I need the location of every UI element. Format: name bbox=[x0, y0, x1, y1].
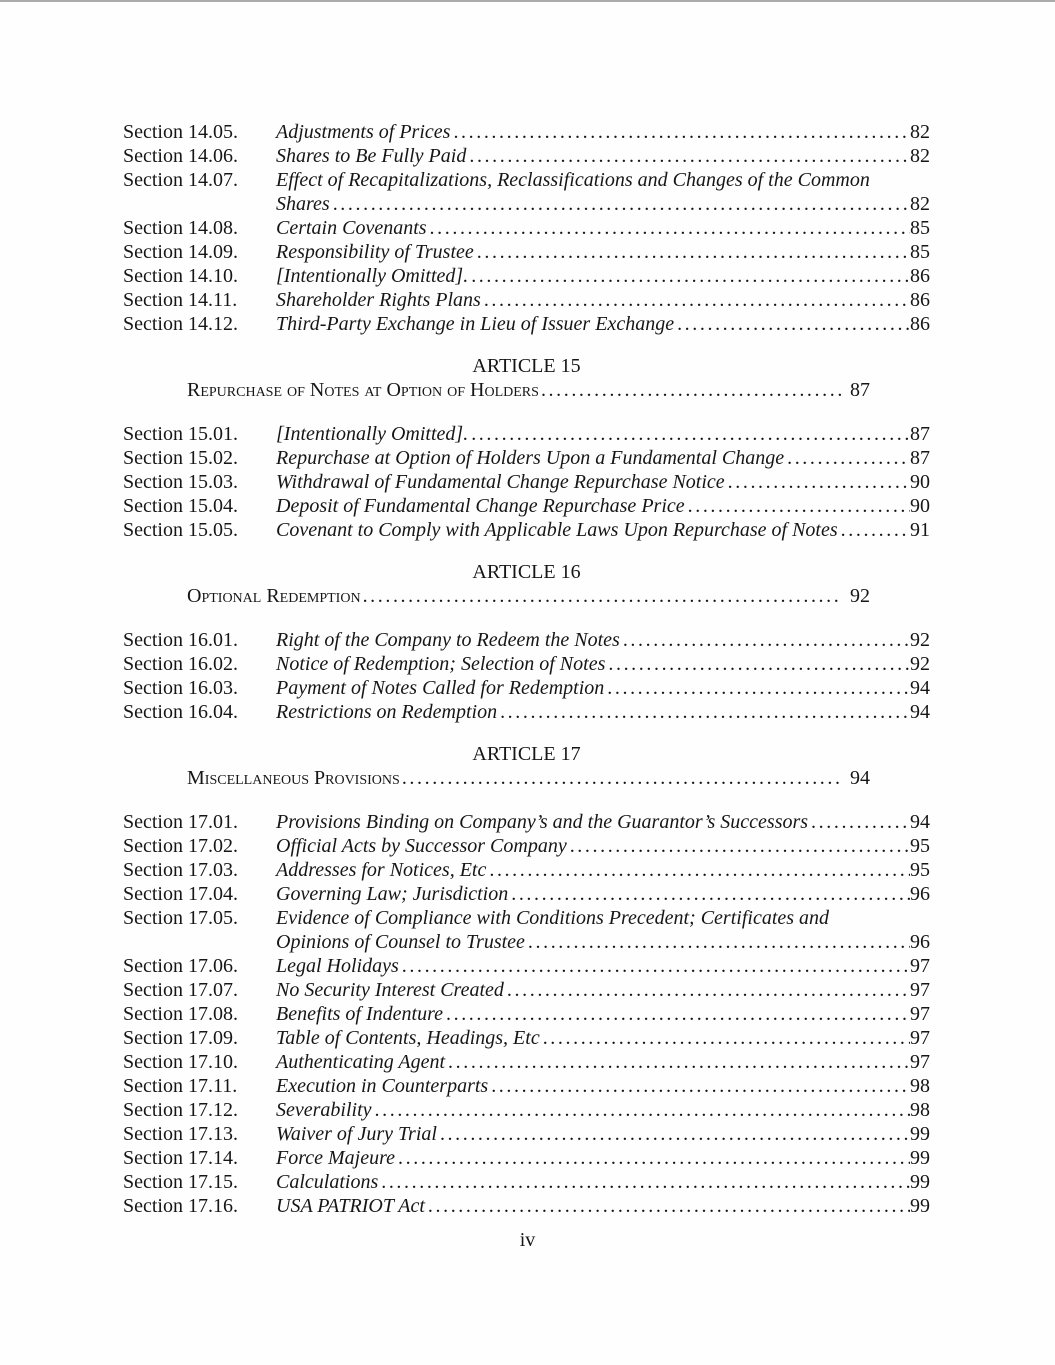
page-footer bbox=[0, 1228, 1055, 1252]
toc-entry bbox=[123, 144, 930, 168]
section-label: Section 17.02. bbox=[123, 835, 238, 857]
section-list bbox=[123, 120, 930, 336]
section-title: Execution in Counterparts bbox=[276, 1075, 489, 1097]
toc-entry bbox=[123, 1098, 930, 1122]
article-subtitle: Optional Redemption bbox=[187, 585, 361, 607]
page-number: 94 bbox=[910, 701, 930, 723]
section-label: Section 16.01. bbox=[123, 629, 238, 651]
section-label: Section 17.04. bbox=[123, 883, 238, 905]
section-label: Section 17.16. bbox=[123, 1195, 238, 1217]
section-label: Section 14.09. bbox=[123, 241, 238, 263]
section-title: Authenticating Agent bbox=[276, 1051, 446, 1073]
toc-entry bbox=[123, 978, 930, 1002]
dot-leader bbox=[623, 628, 910, 652]
section-label: Section 17.06. bbox=[123, 955, 238, 977]
section-title: USA PATRIOT Act bbox=[276, 1195, 425, 1217]
toc-entry bbox=[123, 422, 930, 446]
toc-entry bbox=[123, 494, 930, 518]
section-label: Section 17.09. bbox=[123, 1027, 238, 1049]
dot-leader bbox=[448, 1050, 910, 1074]
section-title: Official Acts by Successor Company bbox=[276, 835, 567, 857]
dot-leader bbox=[477, 240, 910, 264]
toc-entry bbox=[123, 240, 930, 264]
toc-entry bbox=[123, 882, 930, 906]
page-number: 87 bbox=[910, 423, 930, 445]
dot-leader bbox=[428, 1194, 910, 1218]
section-label: Section 17.05. bbox=[123, 907, 238, 929]
toc-entry bbox=[123, 446, 930, 470]
section-label: Section 15.04. bbox=[123, 495, 238, 517]
dot-leader bbox=[471, 422, 910, 446]
toc-entry bbox=[123, 1002, 930, 1026]
article-heading: ARTICLE 17 bbox=[472, 743, 581, 765]
toc-entry bbox=[123, 628, 930, 652]
page-number: 95 bbox=[910, 835, 930, 857]
page-number: 96 bbox=[910, 883, 930, 905]
dot-leader bbox=[430, 216, 910, 240]
table-of-contents bbox=[123, 120, 930, 1218]
article-toc-line bbox=[187, 584, 870, 608]
section-title: Calculations bbox=[276, 1171, 379, 1193]
article-page-number: 92 bbox=[850, 585, 870, 607]
article-toc-line bbox=[187, 378, 870, 402]
section-label: Section 15.02. bbox=[123, 447, 238, 469]
dot-leader bbox=[398, 1146, 910, 1170]
section-title: Provisions Binding on Company’s and the Guarantor’s Successors bbox=[276, 811, 809, 833]
page-number: 90 bbox=[910, 495, 930, 517]
toc-entry bbox=[123, 1074, 930, 1098]
page-number: 97 bbox=[910, 979, 930, 1001]
dot-leader bbox=[375, 1098, 910, 1122]
section-title: Responsibility of Trustee bbox=[276, 241, 474, 263]
section-title: Governing Law; Jurisdiction bbox=[276, 883, 509, 905]
page-number: 86 bbox=[910, 313, 930, 335]
page-number: 99 bbox=[910, 1171, 930, 1193]
page-number: 86 bbox=[910, 265, 930, 287]
scan-edge-artifact bbox=[0, 0, 1055, 2]
dot-leader bbox=[500, 700, 910, 724]
dot-leader bbox=[511, 882, 910, 906]
section-title: Restrictions on Redemption bbox=[276, 701, 498, 723]
toc-entry bbox=[123, 1122, 930, 1146]
page-number: 97 bbox=[910, 955, 930, 977]
toc-entry bbox=[123, 1050, 930, 1074]
toc-entry bbox=[123, 518, 930, 542]
section-label: Section 16.03. bbox=[123, 677, 238, 699]
page-number: 97 bbox=[910, 1027, 930, 1049]
dot-leader bbox=[446, 1002, 910, 1026]
article-heading: ARTICLE 16 bbox=[472, 561, 581, 583]
toc-entry bbox=[123, 1170, 930, 1194]
section-title: Third-Party Exchange in Lieu of Issuer Exchange bbox=[276, 313, 675, 335]
page-number: 92 bbox=[910, 629, 930, 651]
dot-leader bbox=[787, 446, 910, 470]
dot-leader bbox=[570, 834, 910, 858]
section-title: No Security Interest Created bbox=[276, 979, 504, 1001]
section-label: Section 15.01. bbox=[123, 423, 238, 445]
toc-entry bbox=[123, 700, 930, 724]
section-label: Section 16.04. bbox=[123, 701, 238, 723]
section-label: Section 14.06. bbox=[123, 145, 238, 167]
page-number: 92 bbox=[910, 653, 930, 675]
toc-entry bbox=[123, 676, 930, 700]
dot-leader bbox=[489, 858, 910, 882]
section-label: Section 14.05. bbox=[123, 121, 238, 143]
page-number: 96 bbox=[910, 931, 930, 953]
section-label: Section 17.01. bbox=[123, 811, 238, 833]
article-subtitle: Miscellaneous Provisions bbox=[187, 767, 400, 789]
toc-entry bbox=[123, 858, 930, 882]
section-label: Section 17.14. bbox=[123, 1147, 238, 1169]
entry-continuation-line bbox=[276, 192, 930, 216]
dot-leader bbox=[811, 810, 910, 834]
section-title: Adjustments of Prices bbox=[276, 121, 451, 143]
page-number: 90 bbox=[910, 471, 930, 493]
section-list bbox=[123, 810, 930, 1218]
toc-entry bbox=[123, 1146, 930, 1170]
article-page-number: 87 bbox=[850, 379, 870, 401]
page-number: 94 bbox=[910, 811, 930, 833]
section-title: Addresses for Notices, Etc bbox=[276, 859, 487, 881]
section-label: Section 16.02. bbox=[123, 653, 238, 675]
page-number: 91 bbox=[910, 519, 930, 541]
dot-leader bbox=[402, 954, 910, 978]
dot-leader bbox=[677, 312, 910, 336]
entry-body bbox=[276, 906, 930, 954]
dot-leader bbox=[688, 494, 910, 518]
section-title: Legal Holidays bbox=[276, 955, 399, 977]
page-number: 85 bbox=[910, 241, 930, 263]
section-label: Section 14.12. bbox=[123, 313, 238, 335]
dot-leader bbox=[333, 192, 910, 216]
section-label: Section 17.03. bbox=[123, 859, 238, 881]
dot-leader bbox=[453, 120, 910, 144]
page-number: 99 bbox=[910, 1195, 930, 1217]
page-number: 82 bbox=[910, 145, 930, 167]
dot-leader bbox=[440, 1122, 910, 1146]
dot-leader bbox=[469, 144, 910, 168]
dot-leader bbox=[608, 652, 910, 676]
toc-entry bbox=[123, 288, 930, 312]
section-title: [Intentionally Omitted]. bbox=[276, 265, 469, 287]
section-title: Deposit of Fundamental Change Repurchase Price bbox=[276, 495, 685, 517]
section-title: Right of the Company to Redeem the Notes bbox=[276, 629, 620, 651]
section-label: Section 17.11. bbox=[123, 1075, 238, 1097]
dot-leader bbox=[528, 930, 910, 954]
section-title: Waiver of Jury Trial bbox=[276, 1123, 437, 1145]
toc-entry bbox=[123, 810, 930, 834]
page-number: 87 bbox=[910, 447, 930, 469]
footer-page-number: iv bbox=[519, 1229, 536, 1251]
section-label: Section 17.10. bbox=[123, 1051, 238, 1073]
dot-leader bbox=[728, 470, 910, 494]
section-list bbox=[123, 422, 930, 542]
toc-entry bbox=[123, 954, 930, 978]
toc-entry bbox=[123, 470, 930, 494]
dot-leader bbox=[381, 1170, 910, 1194]
page-number: 85 bbox=[910, 217, 930, 239]
page-number: 86 bbox=[910, 289, 930, 311]
article-toc-line bbox=[187, 766, 870, 790]
page-number: 82 bbox=[910, 193, 930, 215]
toc-entry bbox=[123, 168, 930, 216]
section-label: Section 14.07. bbox=[123, 169, 238, 191]
section-label: Section 17.13. bbox=[123, 1123, 238, 1145]
article-subtitle: Repurchase of Notes at Option of Holders bbox=[187, 379, 539, 401]
section-title: Effect of Recapitalizations, Reclassifications and Changes of the Common bbox=[276, 169, 870, 191]
toc-entry bbox=[123, 120, 930, 144]
section-label: Section 14.10. bbox=[123, 265, 238, 287]
section-title-continued: Opinions of Counsel to Trustee bbox=[276, 931, 525, 953]
page-number: 95 bbox=[910, 859, 930, 881]
section-title: Table of Contents, Headings, Etc bbox=[276, 1027, 540, 1049]
dot-leader bbox=[543, 1026, 910, 1050]
section-title: Covenant to Comply with Applicable Laws Upon Repurchase of Notes bbox=[276, 519, 838, 541]
dot-leader bbox=[607, 676, 910, 700]
page-number: 98 bbox=[910, 1075, 930, 1097]
article-page-number: 94 bbox=[850, 767, 870, 789]
section-title: Withdrawal of Fundamental Change Repurchase Notice bbox=[276, 471, 725, 493]
section-title: Shares to Be Fully Paid bbox=[276, 145, 467, 167]
toc-entry bbox=[123, 216, 930, 240]
page-number: 97 bbox=[910, 1003, 930, 1025]
dot-leader bbox=[471, 264, 910, 288]
section-label: Section 17.08. bbox=[123, 1003, 238, 1025]
toc-entry bbox=[123, 264, 930, 288]
section-title: Severability bbox=[276, 1099, 372, 1121]
section-title: Benefits of Indenture bbox=[276, 1003, 443, 1025]
page-number: 97 bbox=[910, 1051, 930, 1073]
section-title: Evidence of Compliance with Conditions Precedent; Certificates and bbox=[276, 907, 830, 929]
dot-leader bbox=[402, 766, 842, 790]
section-title: Force Majeure bbox=[276, 1147, 396, 1169]
toc-entry bbox=[123, 652, 930, 676]
section-title: Shareholder Rights Plans bbox=[276, 289, 481, 311]
section-label: Section 17.15. bbox=[123, 1171, 238, 1193]
dot-leader bbox=[841, 518, 910, 542]
toc-entry bbox=[123, 312, 930, 336]
section-label: Section 17.12. bbox=[123, 1099, 238, 1121]
article-heading: ARTICLE 15 bbox=[472, 355, 581, 377]
page-number: 99 bbox=[910, 1123, 930, 1145]
section-label: Section 15.05. bbox=[123, 519, 238, 541]
section-list bbox=[123, 628, 930, 724]
toc-entry bbox=[123, 834, 930, 858]
toc-entry bbox=[123, 1194, 930, 1218]
page-number: 82 bbox=[910, 121, 930, 143]
section-label: Section 15.03. bbox=[123, 471, 238, 493]
page-number: 99 bbox=[910, 1147, 930, 1169]
dot-leader bbox=[507, 978, 910, 1002]
section-title: Repurchase at Option of Holders Upon a Fundamental Change bbox=[276, 447, 785, 469]
toc-entry bbox=[123, 906, 930, 954]
section-label: Section 14.08. bbox=[123, 217, 238, 239]
section-title: Certain Covenants bbox=[276, 217, 427, 239]
toc-entry bbox=[123, 1026, 930, 1050]
entry-continuation-line bbox=[276, 930, 930, 954]
section-label: Section 14.11. bbox=[123, 289, 238, 311]
dot-leader bbox=[484, 288, 910, 312]
section-title: [Intentionally Omitted]. bbox=[276, 423, 469, 445]
page-number: 98 bbox=[910, 1099, 930, 1121]
dot-leader bbox=[541, 378, 842, 402]
section-title: Payment of Notes Called for Redemption bbox=[276, 677, 605, 699]
page-number: 94 bbox=[910, 677, 930, 699]
entry-body bbox=[276, 168, 930, 216]
section-label: Section 17.07. bbox=[123, 979, 238, 1001]
section-title: Notice of Redemption; Selection of Notes bbox=[276, 653, 606, 675]
dot-leader bbox=[491, 1074, 910, 1098]
section-title-continued: Shares bbox=[276, 193, 330, 215]
dot-leader bbox=[363, 584, 842, 608]
